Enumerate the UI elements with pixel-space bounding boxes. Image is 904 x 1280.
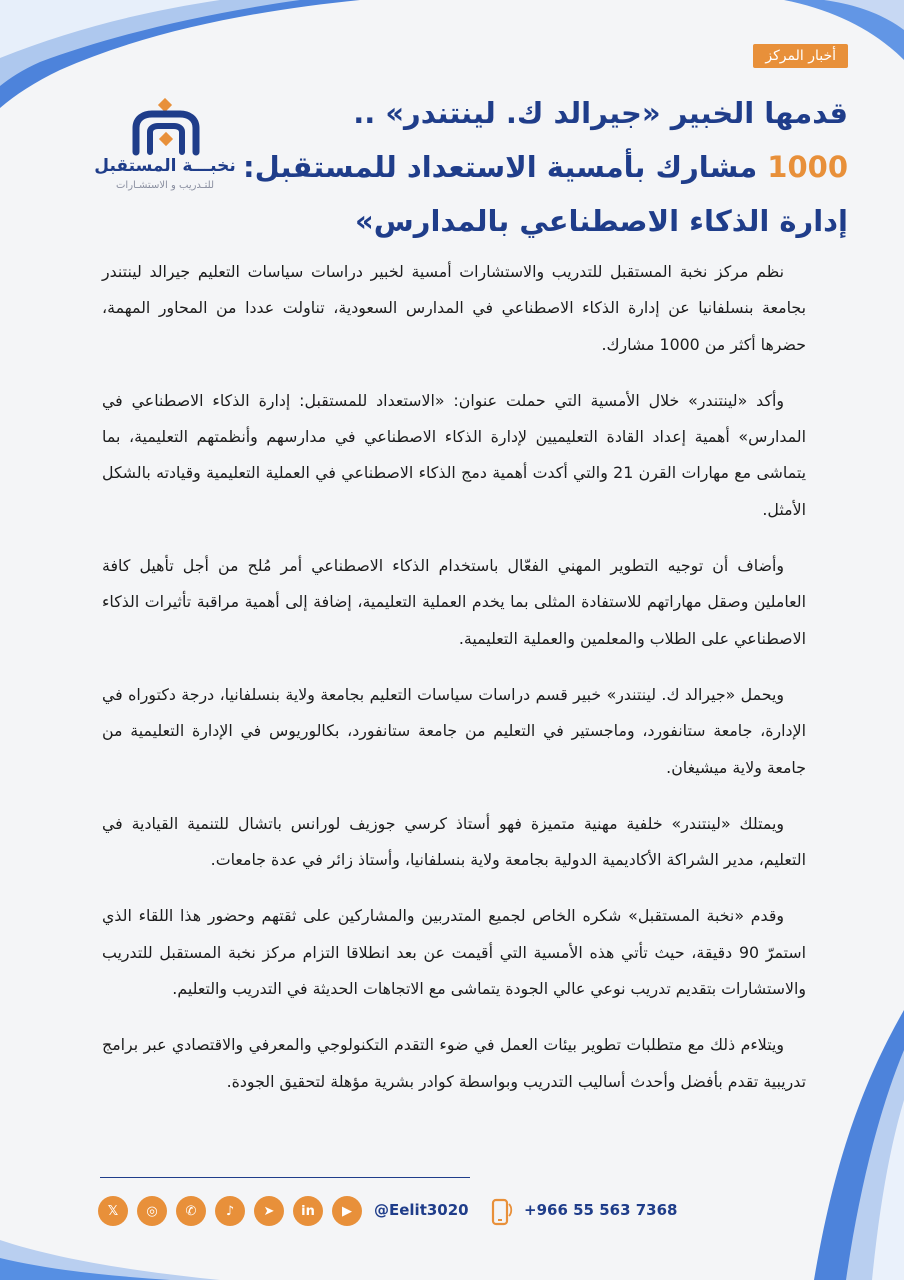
x-icon[interactable]: 𝕏 [98, 1196, 128, 1226]
title-line-2-text: مشارك بأمسية الاستعداد للمستقبل: [243, 150, 758, 184]
article-title [243, 86, 848, 248]
footer-contact-bar [98, 1196, 698, 1230]
logo-tagline: للتـدريب و الاستشـارات [116, 180, 214, 191]
tiktok-icon[interactable]: ♪ [215, 1196, 245, 1226]
instagram-icon[interactable]: ◎ [137, 1196, 167, 1226]
linkedin-icon[interactable]: in [293, 1196, 323, 1226]
footer-divider [100, 1177, 470, 1178]
article-paragraph: وأكد «لينتندر» خلال الأمسية التي حملت عنوان: «الاستعداد للمستقبل: إدارة الذكاء الاصطناعي في المدارس» أهمية إعداد القادة التعليميين لإدارة الذكاء الاصطناعي في مدارسهم وأنظمتهم التعليمية، بما يتماشى مع مهارات القرن 21 والتي أكدت أهمية دمج الذكاء الاصطناعي في العملية التعليمية وقيادته بالشكل الأمثل. [102, 390, 806, 519]
social-handle[interactable]: @Eelit3020 [374, 1201, 469, 1219]
whatsapp-icon[interactable]: ✆ [176, 1196, 206, 1226]
section-tag: أخبار المركز [753, 44, 848, 68]
article-paragraph: وقدم «نخبة المستقبل» شكره الخاص لجميع المتدربين والمشاركين على ثقتهم وحضور هذا اللقاء الذي استمرّ 90 دقيقة، حيث تأتي هذه الأمسية التي أقيمت عن بعد انطلاقا التزام مركز نخبة المستقبل للتدريب والاستشارات بتقديم تدريب نوعي عالي الجودة يتماشى مع الاتجاهات الحديثة في التدريب والتعليم. [102, 906, 806, 999]
center-logo [90, 98, 250, 210]
article-paragraph: نظم مركز نخبة المستقبل للتدريب والاستشارات أمسية لخبير دراسات سياسات التعليم جيرالد لينتندر بجامعة بنسلفانيا عن إدارة الذكاء الاصطناعي في المدارس السعودية، تناولت عددا من المحاور المهمة، حضرها أكثر من 1000 مشارك. [102, 262, 806, 354]
title-line-1: قدمها الخبير «جيرالد ك. لينتندر» .. [353, 96, 848, 130]
logo-mark-icon [130, 98, 202, 156]
telegram-icon[interactable]: ➤ [254, 1196, 284, 1226]
article-paragraph: ويحمل «جيرالد ك. لينتندر» خبير قسم دراسات سياسات التعليم بجامعة ولاية بنسلفانيا، درجة دكتوراه في الإدارة، جامعة ستانفورد، وماجستير في التعليم من جامعة ستانفورد، بكالوريوس في الإدارة التعليمية من جامعة ولاية ميشيغان. [102, 684, 806, 777]
bottom-left-swoosh-decoration [0, 1230, 220, 1280]
title-line-3: إدارة الذكاء الاصطناعي بالمدارس» [355, 204, 848, 238]
phone-icon [488, 1198, 514, 1226]
youtube-icon[interactable]: ▶ [332, 1196, 362, 1226]
logo-brand-name: نخبـــة المستقبل [94, 156, 236, 176]
title-number: 1000 [767, 150, 848, 184]
article-paragraph: ويمتلك «لينتندر» خلفية مهنية متميزة فهو أستاذ كرسي جوزيف لورانس باتشال للتنمية القيادية في التعليم، مدير الشراكة الأكاديمية الدولية بجامعة ولاية بنسلفانيا، وأستاذ زائر في عدة جامعات. [102, 813, 806, 870]
article-paragraph: ويتلاءم ذلك مع متطلبات تطوير بيئات العمل في ضوء التقدم التكنولوجي والمعرفي والاقتصادي عبر برامج تدريبية تقدم بأفضل وأحدث أساليب التدريب وبواسطة كوادر بشرية مؤهلة لتحقيق الجودة. [102, 1035, 806, 1091]
article-body [102, 254, 806, 1120]
phone-number[interactable]: +966 55 563 7368 [524, 1201, 678, 1219]
title-line-2 [243, 140, 848, 194]
article-paragraph: وأضاف أن توجيه التطوير المهني الفعّال باستخدام الذكاء الاصطناعي أمر مُلح من أجل تأهيل كافة العاملين وصقل مهاراتهم للاستفادة المثلى بما يخدم العملية التعليمية، إضافة إلى أهمية مراقبة تأثيرات الذكاء الاصطناعي على الطلاب والمعلمين والعملية التعليمية. [102, 556, 806, 648]
